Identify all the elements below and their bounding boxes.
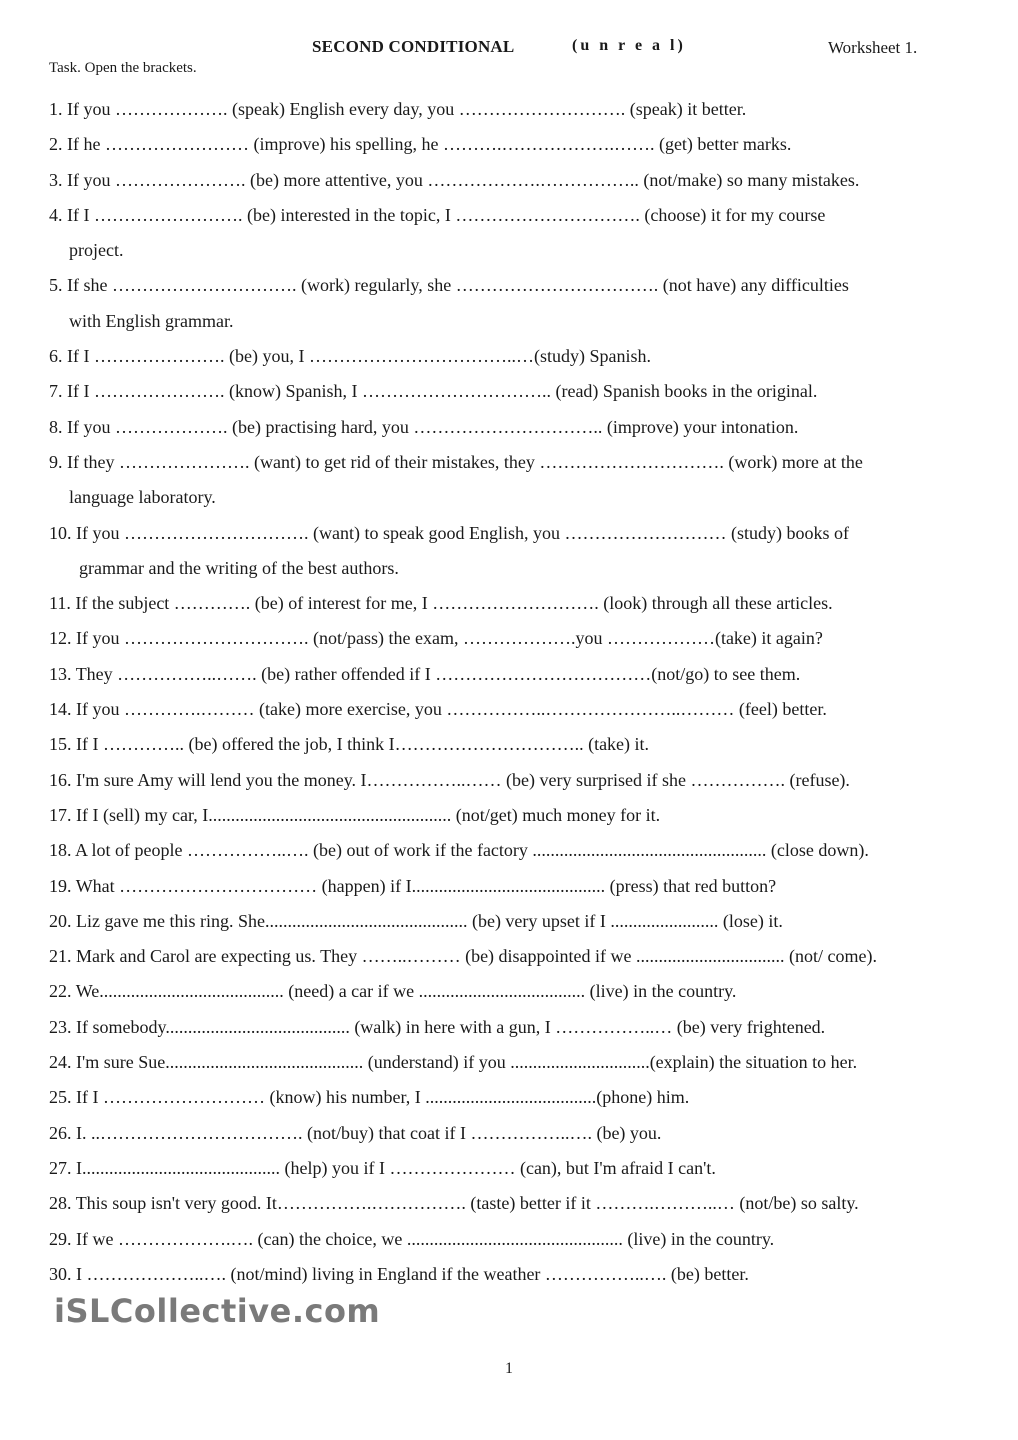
exercise-sentence-continuation: grammar and the writing of the best authors.	[79, 557, 399, 578]
exercise-sentence: If you …………………………. (want) to speak good English, you ……………………… (study) books of	[76, 522, 849, 543]
exercise-item	[49, 1222, 959, 1257]
exercise-number: 26.	[49, 1122, 72, 1143]
exercise-sentence: If you …………………………. (not/pass) the exam, ……………….you ………………(take) it again?	[76, 628, 823, 649]
exercise-sentence: If the subject …………. (be) of interest for me, I ………………………. (look) through all these articles.	[75, 593, 833, 614]
exercise-item	[49, 763, 959, 798]
exercise-number: 1.	[49, 99, 63, 119]
exercise-item	[49, 1151, 959, 1186]
exercise-item	[49, 445, 959, 516]
exercise-item	[49, 657, 959, 692]
exercise-list	[49, 92, 959, 1292]
exercise-item	[49, 974, 959, 1009]
exercise-number: 13.	[49, 663, 72, 684]
exercise-sentence: A lot of people ……………..…. (be) out of work if the factory .................................................... (close down).	[75, 840, 869, 861]
exercise-number: 4.	[49, 204, 63, 225]
exercise-item	[49, 586, 959, 621]
exercise-item	[49, 869, 959, 904]
exercise-number: 18.	[49, 840, 72, 861]
exercise-sentence: Liz gave me this ring. She............................................. (be) very upset if I ........................ (lose) it.	[76, 910, 783, 931]
exercise-item	[49, 339, 959, 374]
exercise-number: 15.	[49, 734, 72, 755]
exercise-number: 10.	[49, 522, 72, 543]
exercise-sentence: Mark and Carol are expecting us. They ……..……… (be) disappointed if we ................................. (not/ come).	[76, 946, 877, 967]
worksheet-title: SECOND CONDITIONAL	[312, 37, 515, 56]
exercise-item	[49, 692, 959, 727]
exercise-item	[49, 198, 959, 269]
exercise-number: 12.	[49, 628, 72, 649]
exercise-number: 22.	[49, 981, 72, 1002]
exercise-item	[49, 1080, 959, 1115]
exercise-sentence: If you ………………. (speak) English every day, you ………………………. (speak) it better.	[67, 99, 747, 119]
exercise-number: 17.	[49, 804, 72, 825]
exercise-number: 14.	[49, 699, 72, 720]
exercise-number: 16.	[49, 769, 72, 790]
exercise-sentence: I............................................ (help) you if I ………………… (can), but I'm afraid I can't.	[76, 1157, 716, 1178]
exercise-sentence: If I …………………. (know) Spanish, I ………………………….. (read) Spanish books in the original.	[67, 381, 818, 402]
exercise-sentence-continuation: project.	[69, 240, 124, 261]
task-instruction: Task. Open the brackets.	[49, 60, 197, 76]
exercise-sentence: We......................................... (need) a car if we ..................................... (live) in the country.	[75, 981, 737, 1002]
exercise-number: 20.	[49, 910, 72, 931]
exercise-item	[49, 1257, 959, 1292]
exercise-number: 28.	[49, 1193, 72, 1214]
exercise-sentence: I'm sure Sue............................................ (understand) if you ...............................(explain) the situation to her.	[76, 1052, 858, 1073]
exercise-number: 21.	[49, 946, 72, 967]
exercise-item	[49, 410, 959, 445]
exercise-item	[49, 516, 959, 587]
exercise-item	[49, 798, 959, 833]
exercise-item	[49, 1186, 959, 1221]
page-number: 1	[505, 1360, 513, 1377]
exercise-sentence: If we ……………….…. (can) the choice, we ................................................ (live) in the country.	[76, 1228, 775, 1249]
exercise-sentence: If I …………………. (be) you, I ……………………………..…(study) Spanish.	[67, 346, 651, 367]
watermark-logo: iSLCollective.com	[54, 1292, 381, 1330]
exercise-item	[49, 1010, 959, 1045]
exercise-sentence-continuation: with English grammar.	[69, 310, 234, 331]
exercise-number: 24.	[49, 1052, 72, 1073]
exercise-sentence: If somebody......................................... (walk) in here with a gun, I ……………..… (be) very frightened.	[76, 1016, 826, 1037]
exercise-item	[49, 92, 959, 127]
worksheet-number: Worksheet 1.	[828, 38, 918, 57]
exercise-item	[49, 1116, 959, 1151]
exercise-number: 3.	[49, 169, 63, 190]
exercise-sentence: If you ………….……… (take) more exercise, you ……………..…………………..……… (feel) better.	[76, 699, 827, 720]
exercise-number: 19.	[49, 875, 72, 896]
exercise-sentence: This soup isn't very good. It…………….……………. (taste) better if it ……….………..… (not/be) so salty.	[75, 1193, 859, 1214]
exercise-item	[49, 727, 959, 762]
exercise-item	[49, 163, 959, 198]
exercise-number: 30.	[49, 1263, 72, 1284]
worksheet-subtitle: (u n r e a l)	[572, 37, 686, 54]
exercise-sentence: What …………………………… (happen) if I........................................... (press) that red button?	[75, 875, 777, 896]
exercise-item	[49, 268, 959, 339]
exercise-item	[49, 1045, 959, 1080]
exercise-number: 5.	[49, 275, 63, 296]
exercise-number: 8.	[49, 416, 63, 437]
exercise-number: 23.	[49, 1016, 72, 1037]
exercise-sentence: If I (sell) my car, I...................................................... (not/get) much money for it.	[76, 804, 661, 825]
exercise-sentence: If he …………………… (improve) his spelling, he ……….……………….……. (get) better marks.	[67, 134, 792, 155]
exercise-item	[49, 904, 959, 939]
exercise-item	[49, 127, 959, 162]
exercise-item	[49, 833, 959, 868]
exercise-sentence-continuation: language laboratory.	[69, 487, 216, 508]
exercise-number: 2.	[49, 134, 63, 155]
exercise-number: 29.	[49, 1228, 72, 1249]
exercise-sentence: If I ……………………. (be) interested in the topic, I …………………………. (choose) it for my course	[67, 204, 826, 225]
exercise-sentence: If I ……………………… (know) his number, I ......................................(phone) him.	[76, 1087, 690, 1108]
exercise-sentence: I. ..……………………………. (not/buy) that coat if I ……………..…. (be) you.	[76, 1122, 662, 1143]
exercise-sentence: If you ………………. (be) practising hard, you ………………………….. (improve) your intonation.	[67, 416, 799, 437]
exercise-number: 6.	[49, 346, 63, 367]
exercise-sentence: If she …………………………. (work) regularly, she ……………………………. (not have) any difficulties	[67, 275, 849, 296]
exercise-sentence: If I ………….. (be) offered the job, I think I………………………….. (take) it.	[76, 734, 650, 755]
exercise-item	[49, 374, 959, 409]
exercise-sentence: If you …………………. (be) more attentive, you ……………….…………….. (not/make) so many mistakes.	[67, 169, 860, 190]
exercise-number: 25.	[49, 1087, 72, 1108]
exercise-number: 7.	[49, 381, 63, 402]
exercise-sentence: I'm sure Amy will lend you the money. I……………..…… (be) very surprised if she ……………. (refuse).	[76, 769, 850, 790]
exercise-number: 11.	[49, 593, 71, 614]
exercise-number: 9.	[49, 451, 63, 472]
exercise-sentence: They ……………..……. (be) rather offended if I ………………………………(not/go) to see them.	[75, 663, 801, 684]
exercise-sentence: I ………………..…. (not/mind) living in England if the weather ……………..…. (be) better.	[76, 1263, 749, 1284]
exercise-number: 27.	[49, 1157, 72, 1178]
exercise-item	[49, 939, 959, 974]
exercise-sentence: If they …………………. (want) to get rid of their mistakes, they …………………………. (work) more at the	[67, 451, 863, 472]
exercise-item	[49, 621, 959, 656]
